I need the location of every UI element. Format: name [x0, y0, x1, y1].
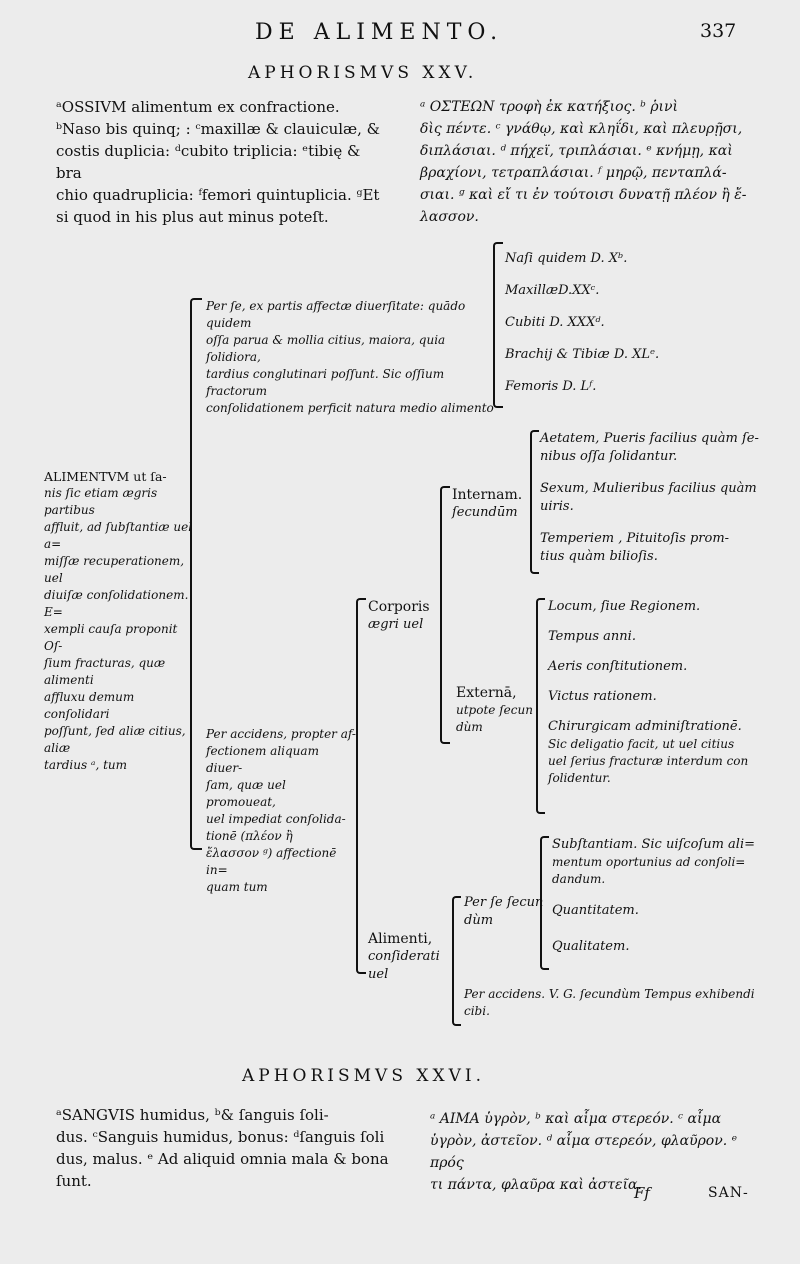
- per-accidens-line: fectionem aliquam diuer-: [206, 744, 319, 775]
- external-factor: uel ſerius fracturæ interdum con: [548, 754, 749, 768]
- per-se-2-brace: [540, 836, 549, 970]
- greek-line: σιαι. ᵍ καὶ εἴ τι ἐν τούτοισι δυνατῇ πλέον ἢ ἔ-: [420, 187, 747, 203]
- corporis-line: ægri uel: [368, 617, 424, 632]
- internal-factor: Aetatem, Pueris facilius quàm ſe-: [540, 431, 759, 446]
- running-title: DE ALIMENTO.: [255, 20, 504, 45]
- bone-item: Femoris D. Lᶠ.: [505, 379, 597, 394]
- alimenti-line: conſiderati: [368, 949, 440, 964]
- aphorism-26-title: APHORISMVS XXVI.: [242, 1066, 485, 1086]
- external-factors: [548, 598, 778, 787]
- bone-item: Brachij & Tibiæ D. XLᵉ.: [505, 347, 660, 362]
- aliment-factors: [552, 836, 772, 956]
- bones-brace: [493, 242, 503, 408]
- per-accidens-line: Per accidens, propter af-: [206, 727, 356, 741]
- per-se-line: tardius conglutinari poſſunt. Sic oſſium fractorum: [206, 367, 445, 398]
- bone-item: Naſi quidem D. Xᵇ.: [505, 251, 628, 266]
- tree-root: [44, 468, 194, 774]
- aliment-factor: mentum oportunius ad conſoli=: [552, 855, 746, 869]
- internam-line: ſecundūm: [452, 505, 518, 520]
- internal-factor: Temperiem , Pituitoſis prom-: [540, 531, 730, 546]
- per-accidens-line: quam tum: [206, 880, 268, 894]
- bone-item: MaxillæD.XXᶜ.: [505, 283, 600, 298]
- latin-line: dus. ᶜSanguis humidus, bonus: ᵈſanguis ſoli: [56, 1128, 385, 1146]
- externa-line: utpote ſecun: [456, 703, 533, 717]
- externa-line: Externā,: [456, 685, 517, 701]
- internal-factor: nibus oſſa ſolidantur.: [540, 449, 678, 464]
- greek-line: ὑγρὸν, ἀστεῖον. ᵈ αἷμα στερεόν, φλαῦρον. ᵉ πρός: [430, 1133, 738, 1171]
- signature-mark: Ff: [634, 1184, 650, 1202]
- catchword: SAN-: [708, 1185, 749, 1201]
- root-line: affluit, ad ſubſtantiæ uel a=: [44, 520, 193, 551]
- greek-line: τι πάντα, φλαῦρα καὶ ἀστεῖα.: [430, 1177, 642, 1193]
- externa-line: dùm: [456, 720, 483, 734]
- aphorism-25-greek: [420, 96, 760, 228]
- root-line: miſſæ recuperationem, uel: [44, 554, 185, 585]
- root-brace: [190, 298, 202, 850]
- alimenti-branch: [368, 930, 448, 984]
- per-accidens-brace: [356, 598, 366, 974]
- alimenti-line: uel: [368, 967, 389, 982]
- per-accidens-line: tionē (πλέον ἢ: [206, 829, 293, 843]
- internal-factor: uiris.: [540, 499, 574, 514]
- internam-line: Internam.: [452, 487, 523, 503]
- latin-line: dus, malus. ᵉ Ad aliquid omnia mala & bona: [56, 1150, 389, 1168]
- per-se-line: conſolidationem perficit natura medio alimento: [206, 401, 494, 415]
- root-line: tardius ᵃ, tum: [44, 758, 127, 772]
- per-se-line: oſſa parua & mollia citius, maiora, quia ſolidiora,: [206, 333, 446, 364]
- per-accidens-branch: [206, 726, 356, 896]
- root-line: poſſunt, ſed aliæ citius, aliæ: [44, 724, 186, 755]
- per-accidens-2-line: Per accidens. V. G. ſecundùm Tempus exhibendi: [464, 987, 755, 1001]
- external-factor: Tempus anni.: [548, 629, 636, 644]
- external-factor: Sic deligatio facit, ut uel citius: [548, 737, 735, 751]
- aphorism-26-greek: [430, 1108, 760, 1196]
- aphorism-25-latin: [56, 96, 386, 228]
- latin-line: chio quadruplicia: ᶠfemori quintuplicia. ᵍEt: [56, 186, 380, 204]
- externa-brace: [536, 598, 545, 814]
- greek-line: διπλάσιαι. ᵈ πήχεϊ, τριπλάσιαι. ᵉ κνήμῃ, καὶ: [420, 143, 733, 159]
- latin-line: ᵃOSSIVM alimentum ex confractione.: [56, 98, 340, 116]
- per-accidens-line: ſam, quæ uel promoueat,: [206, 778, 286, 809]
- root-line: diuiſæ conſolidationem. E=: [44, 588, 189, 619]
- per-se-branch: [206, 298, 496, 417]
- external-factor: Locum, ſiue Regionem.: [548, 599, 701, 614]
- root-line: ſium fracturas, quæ alimenti: [44, 656, 166, 687]
- external-factor: ſolidentur.: [548, 771, 611, 785]
- external-factor: Victus rationem.: [548, 689, 657, 704]
- external-factor: Aeris conſtitutionem.: [548, 659, 688, 674]
- per-accidens-2-branch: [464, 986, 764, 1020]
- aphorism-25-title: APHORISMVS XXV.: [248, 63, 478, 83]
- greek-line: βραχίονι, τετραπλάσιαι. ᶠ μηρῷ, πενταπλά-: [420, 165, 727, 181]
- per-accidens-2-line: cibi.: [464, 1004, 490, 1018]
- internal-factor: tius quàm bilioſis.: [540, 549, 658, 564]
- internam-brace: [530, 430, 539, 574]
- page-number: 337: [700, 20, 737, 42]
- greek-line: ᵃ ΑΙΜΑ ὑγρὸν, ᵇ καὶ αἷμα στερεόν. ᶜ αἷμα: [430, 1111, 722, 1127]
- internam-branch: [452, 486, 532, 522]
- aliment-factor: Subſtantiam. Sic uiſcoſum ali=: [552, 837, 756, 852]
- alimenti-brace: [452, 896, 461, 1026]
- per-se-2-branch: [464, 894, 544, 930]
- internal-factors: [540, 430, 770, 566]
- root-line: nis ſic etiam ægris partibus: [44, 486, 158, 517]
- aphorism-26-latin: [56, 1104, 396, 1192]
- aliment-factor: dandum.: [552, 872, 606, 886]
- aliment-factor: Quantitatem.: [552, 903, 639, 918]
- root-line: affluxu demum conſolidari: [44, 690, 135, 721]
- corporis-branch: [368, 598, 448, 634]
- root-line: ALIMENTVM ut ſa-: [44, 469, 167, 484]
- internal-factor: Sexum, Mulieribus facilius quàm: [540, 481, 757, 496]
- alimenti-line: Alimenti,: [368, 931, 433, 947]
- latin-line: ſunt.: [56, 1172, 92, 1190]
- externa-branch: [456, 684, 536, 736]
- per-accidens-line: uel impediat conſolida-: [206, 812, 346, 826]
- root-line: xempli cauſa proponit Oſ-: [44, 622, 178, 653]
- aliment-factor: Qualitatem.: [552, 939, 630, 954]
- greek-line: λασσον.: [420, 209, 479, 225]
- per-se-2-line: Per ſe ſecun: [464, 895, 544, 910]
- per-se-line: Per ſe, ex partis affectæ diuerſitate: quādo quidem: [206, 299, 466, 330]
- bones-list: [505, 243, 685, 403]
- latin-line: ᵇNaso bis quinq; : ᶜmaxillæ & clauiculæ, &: [56, 120, 381, 138]
- latin-line: ᵃSANGVIS humidus, ᵇ& ſanguis ſoli-: [56, 1106, 329, 1124]
- greek-line: δὶς πέντε. ᶜ γνάθῳ, καὶ κληΐδι, καὶ πλευρῇσι,: [420, 121, 743, 137]
- per-accidens-line: ἔλασσον ᵍ) affectionē in=: [206, 846, 337, 877]
- per-se-2-line: dùm: [464, 913, 494, 928]
- greek-line: ᵃ ΟΣΤΕΩΝ τροφὴ ἐκ κατήξιος. ᵇ ῥινὶ: [420, 99, 679, 115]
- external-factor: Chirurgicam adminiſtrationē.: [548, 719, 742, 734]
- corporis-brace: [440, 486, 450, 744]
- corporis-line: Corporis: [368, 599, 430, 615]
- latin-line: costis duplicia: ᵈcubito triplicia: ᵉtibię & bra: [56, 142, 361, 182]
- latin-line: si quod in his plus aut minus poteſt.: [56, 208, 329, 226]
- bone-item: Cubiti D. XXXᵈ.: [505, 315, 605, 330]
